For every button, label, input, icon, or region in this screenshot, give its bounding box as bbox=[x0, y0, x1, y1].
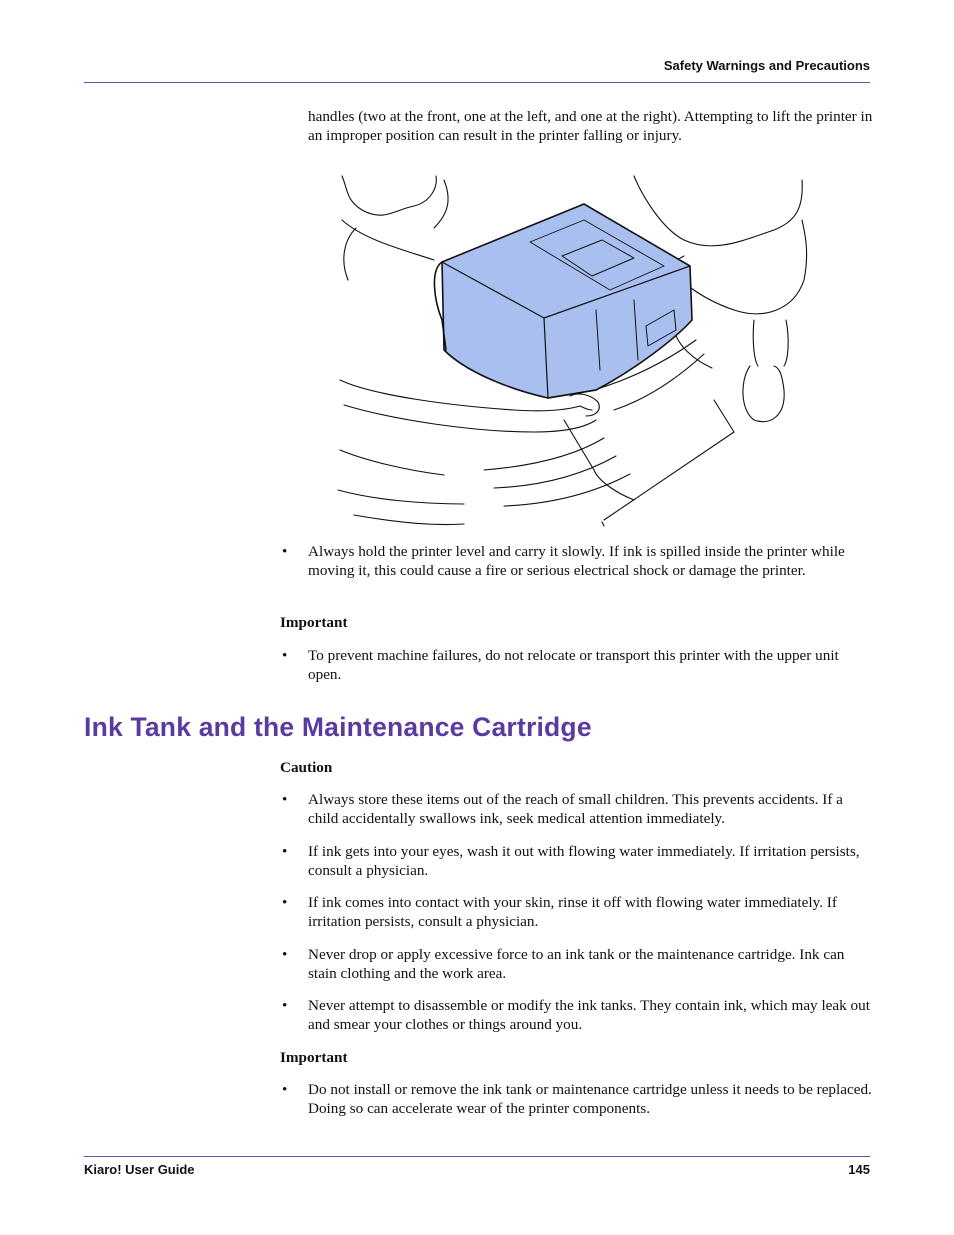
bullet-glyph: • bbox=[282, 543, 288, 560]
caution-bullet-5 bbox=[282, 996, 874, 1034]
important-bullet-2 bbox=[282, 1080, 874, 1118]
section-title: Ink Tank and the Maintenance Cartridge bbox=[84, 712, 592, 742]
bullet-text: If ink gets into your eyes, wash it out with flowing water immediately. If irritation persists, consult a physician. bbox=[308, 843, 860, 879]
bullet-glyph: • bbox=[282, 791, 288, 808]
bullet-text: Never drop or apply excessive force to an ink tank or the maintenance cartridge. Ink can stain clothing and the work area. bbox=[308, 946, 845, 982]
caution-bullet-4 bbox=[282, 945, 874, 983]
important-heading-2: Important bbox=[280, 1049, 348, 1066]
header-title: Safety Warnings and Precautions bbox=[663, 58, 870, 73]
header-rule bbox=[84, 82, 870, 83]
bullet-text: If ink comes into contact with your skin, rinse it off with flowing water immediately. If irritation persists, consult a physician. bbox=[308, 894, 837, 930]
bullet-glyph: • bbox=[282, 946, 288, 963]
bullet-text: Do not install or remove the ink tank or maintenance cartridge unless it needs to be replaced. Doing so can accelerate wear of the printer components. bbox=[308, 1081, 872, 1117]
moving-bullet-1 bbox=[282, 542, 874, 580]
important-heading-1: Important bbox=[280, 614, 348, 631]
bullet-glyph: • bbox=[282, 1081, 288, 1098]
important-bullet-1 bbox=[282, 646, 874, 684]
caution-bullet-3 bbox=[282, 893, 874, 931]
bullet-text: Never attempt to disassemble or modify the ink tanks. They contain ink, which may leak out and smear your clothes or things around you. bbox=[308, 997, 870, 1033]
bullet-glyph: • bbox=[282, 647, 288, 664]
caution-heading: Caution bbox=[280, 759, 333, 776]
bullet-glyph: • bbox=[282, 997, 288, 1014]
caution-bullet-1 bbox=[282, 790, 874, 828]
footer-rule bbox=[84, 1156, 870, 1157]
bullet-text: Always store these items out of the reach of small children. This prevents accidents. If a child accidentally swallows ink, seek medical attention immediately. bbox=[308, 791, 843, 827]
bullet-text: To prevent machine failures, do not relocate or transport this printer with the upper unit open. bbox=[308, 647, 839, 683]
printer-lifting-illustration bbox=[334, 170, 814, 532]
bullet-glyph: • bbox=[282, 843, 288, 860]
bullet-text: Always hold the printer level and carry it slowly. If ink is spilled inside the printer while moving it, this could cause a fire or serious electrical shock or damage the printer. bbox=[308, 543, 845, 579]
caution-bullet-2 bbox=[282, 842, 874, 880]
bullet-glyph: • bbox=[282, 894, 288, 911]
intro-paragraph: handles (two at the front, one at the left, and one at the right). Attempting to lift the printer in an improper position can result in the printer falling or injury. bbox=[308, 108, 873, 144]
footer-guide-title: Kiaro! User Guide bbox=[84, 1162, 195, 1177]
page-number: 145 bbox=[848, 1162, 870, 1177]
